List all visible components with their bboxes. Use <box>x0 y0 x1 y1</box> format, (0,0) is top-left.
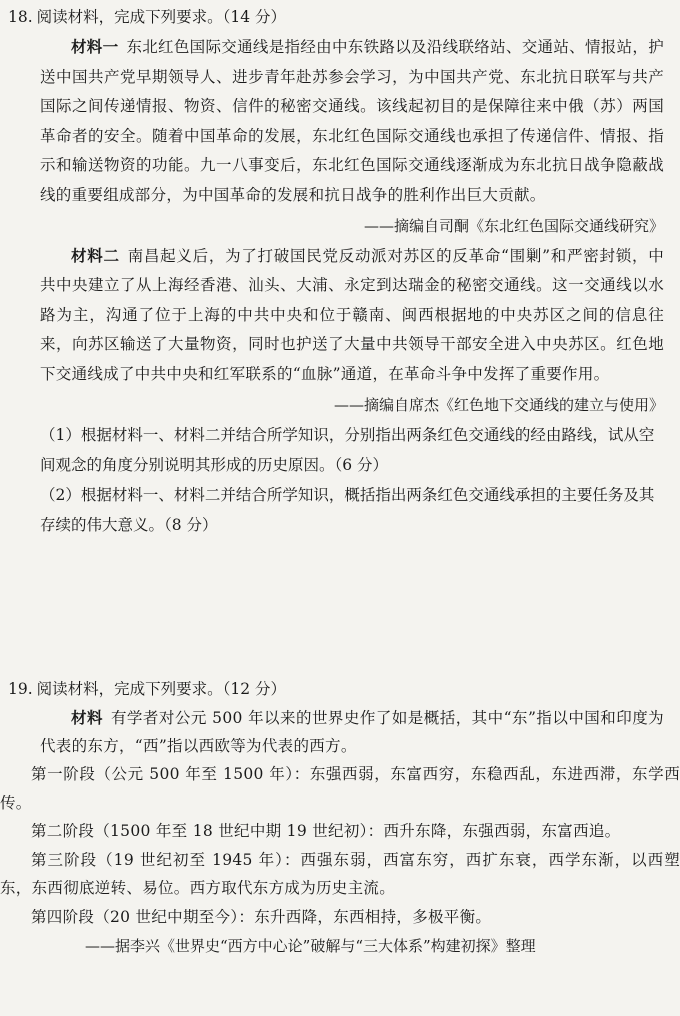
material-source: ——据李兴《世界史“西方中心论”破解与“三大体系”构建初探》整理 <box>85 937 536 955</box>
material-label: 材料 <box>71 708 103 727</box>
stage-2: 第二阶段（1500 年至 18 世纪中期 19 世纪初）：西升东降，东强西弱，东富西追。 <box>31 822 621 840</box>
stage-3: 第三阶段（19 世纪初至 1945 年）：西强东弱，西富东穷，西扩东衰，西学东渐，以西塑东，东西彻底逆转、易位。西方取代东方成为历史主流。 <box>0 850 680 897</box>
stage-1: 第一阶段（公元 500 年至 1500 年）：东强西弱，东富西穷，东稳西乱，东进西滞，东学西传。 <box>0 765 680 812</box>
material-text: 有学者对公元 500 年以来的世界史作了如是概括，其中“东”指以中国和印度为代表的东方，“西”指以西欧等为代表的西方。 <box>40 709 664 755</box>
material-2-source: ——摘编自席杰《红色地下交通线的建立与使用》 <box>333 395 664 414</box>
sub-question-2: （2）根据材料一、材料二并结合所学知识，概括指出两条红色交通线承担的主要任务及其存续的伟大意义。（8 分） <box>40 485 655 534</box>
material-1 <box>40 32 664 211</box>
stage-4: 第四阶段（20 世纪中期至今）：东升西降，东西相持，多极平衡。 <box>31 907 492 926</box>
question-title: 阅读材料，完成下列要求。（12 分） <box>36 680 287 698</box>
material-2 <box>40 241 664 390</box>
material-1-label: 材料一 <box>71 37 119 56</box>
question-number: 18. <box>8 8 33 26</box>
material-2-label: 材料二 <box>71 245 120 265</box>
sub-question-1: （1）根据材料一、材料二并结合所学知识，分别指出两条红色交通线的经由路线，试从空间观念的角度分别说明其形成的历史原因。（6 分） <box>40 425 655 474</box>
material <box>40 704 664 760</box>
question-19 <box>0 676 680 961</box>
question-19-header <box>8 676 680 702</box>
question-title: 阅读材料，完成下列要求。（14 分） <box>36 8 287 26</box>
question-18-header <box>8 4 680 30</box>
material-2-text: 南昌起义后，为了打破国民党反动派对苏区的反革命“围剿”和严密封锁，中共中央建立了从上海经香港、汕头、大浦、永定到达瑞金的秘密交通线。这一交通线以水路为主，沟通了位于上海的中共中央和位于赣南、闽西根据地的中央苏区之间的信息往来，向苏区输送了大量物资，同时也护送了大量中共领导干部安全进入中央苏区。红色地下交通线成了中共中央和红军联系的“血脉”通道，在革命斗争中发挥了重要作用。 <box>40 246 664 383</box>
material-1-source: ——摘编自司酮《东北红色国际交通线研究》 <box>363 216 664 235</box>
question-18 <box>0 4 680 540</box>
question-number: 19. <box>8 680 33 698</box>
material-1-text: 东北红色国际交通线是指经由中东铁路以及沿线联络站、交通站、情报站，护送中国共产党早期领导人、进步青年赴苏参会学习，为中国共产党、东北抗日联军与共产国际之间传递情报、物资、信件的秘密交通线。该线起初目的是保障往来中俄（苏）两国革命者的安全。随着中国革命的发展，东北红色国际交通线也承担了传递信件、情报、指示和输送物资的功能。九一八事变后，东北红色国际交通线逐渐成为东北抗日战争隐蔽战线的重要组成部分，为中国革命的发展和抗日战争的胜利作出巨大贡献。 <box>40 38 664 204</box>
